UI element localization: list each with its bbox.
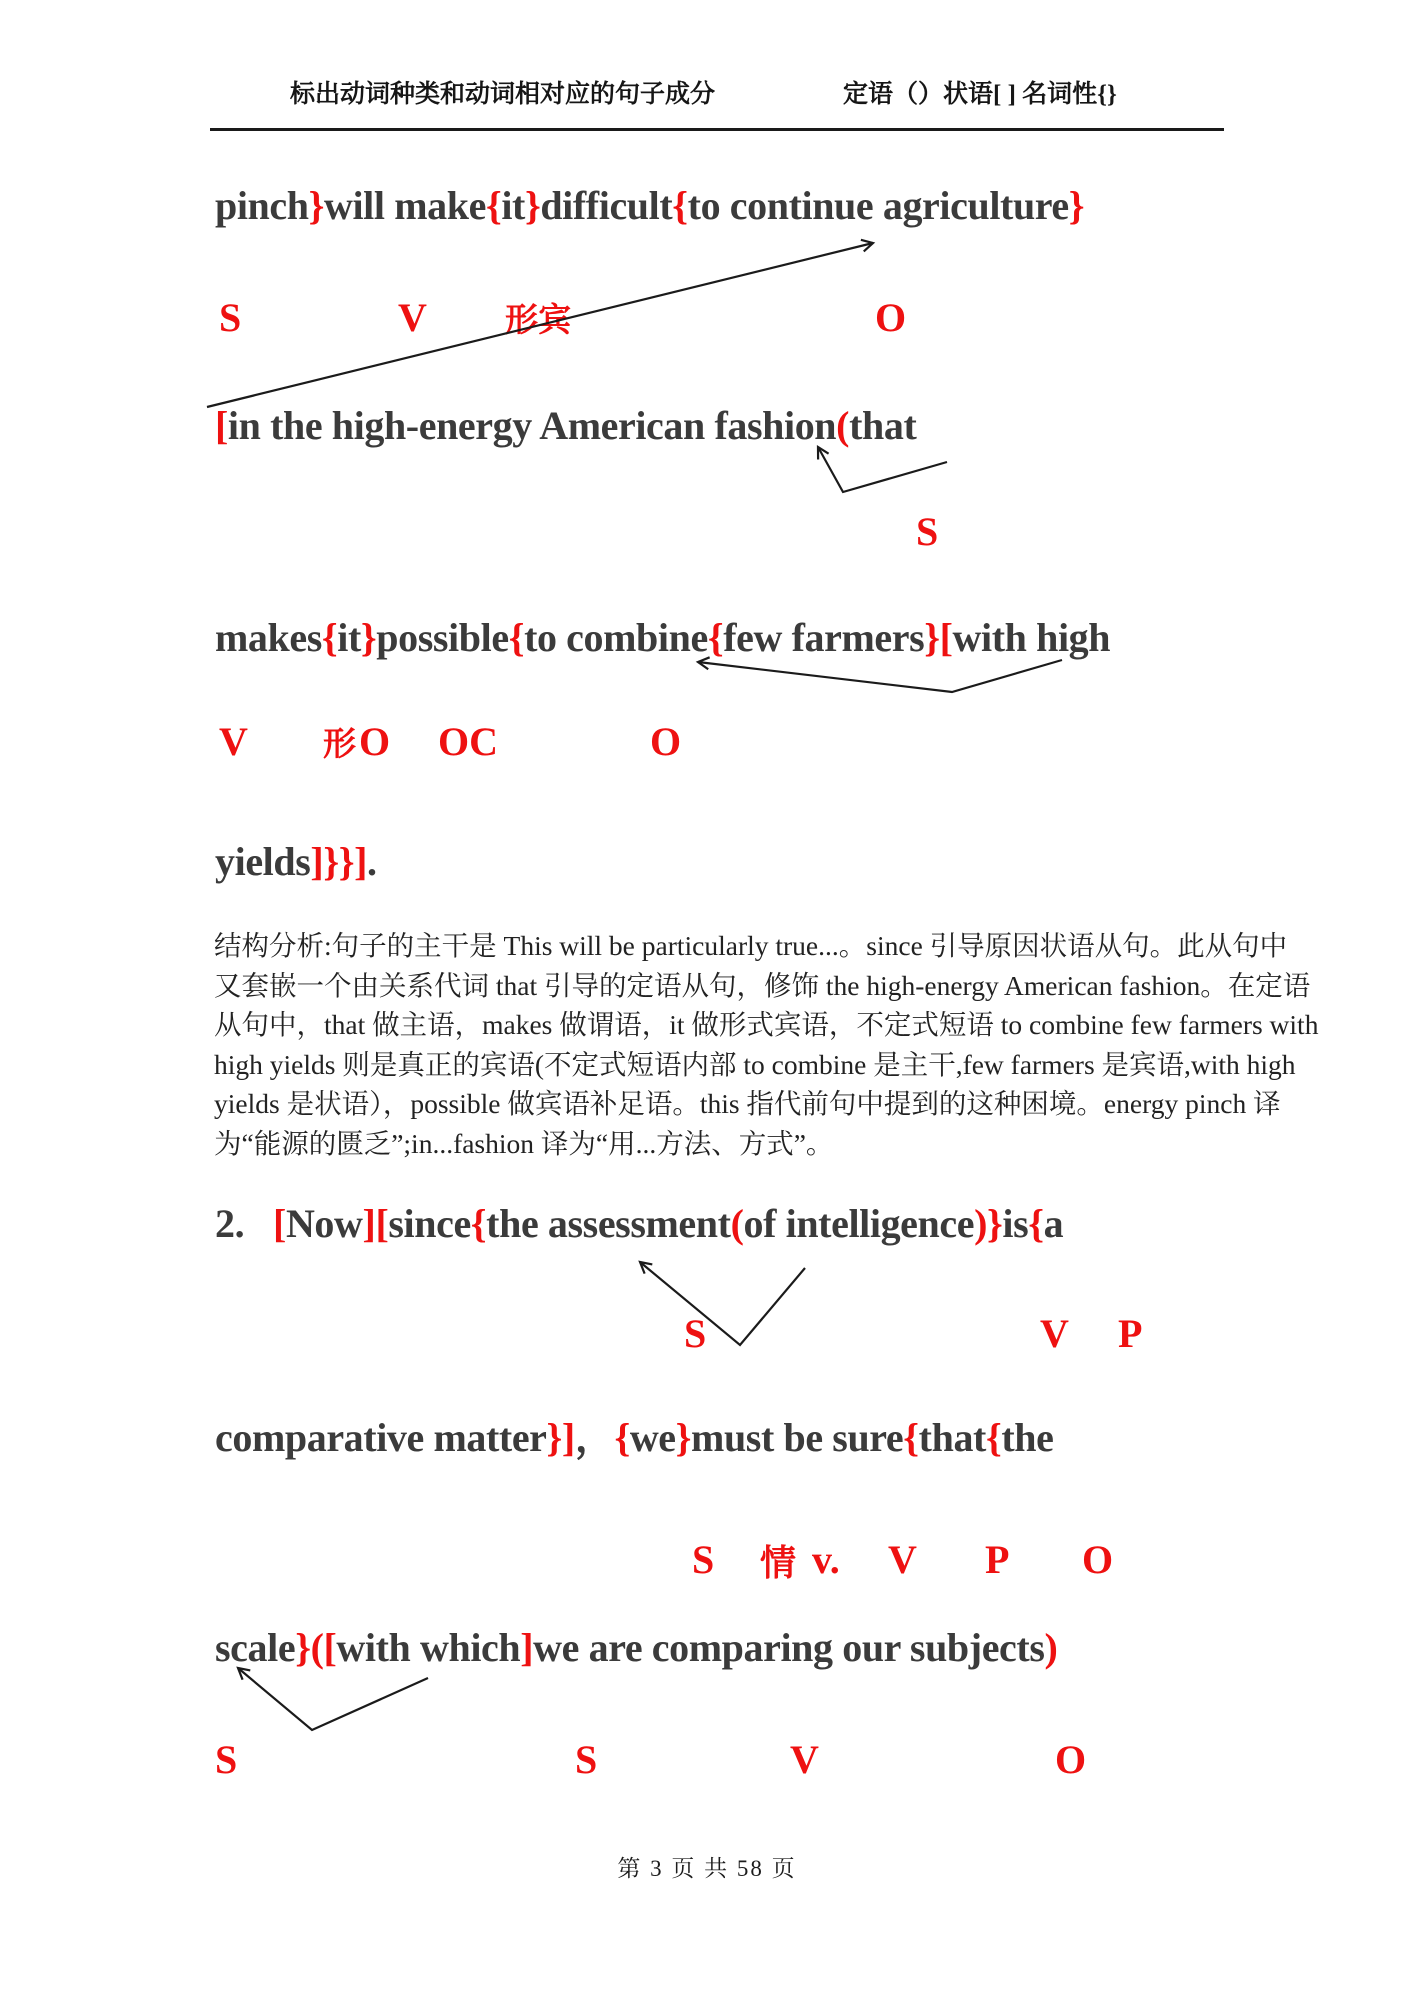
bracket-mark: [ xyxy=(939,615,953,660)
arrow-that-subject xyxy=(818,447,947,492)
sentence-text: makes xyxy=(215,615,322,660)
sentence-text: that xyxy=(918,1415,986,1460)
labels-s-qing-v-p-o-item: v. xyxy=(812,1537,840,1582)
bracket-mark: ] xyxy=(561,1415,575,1460)
sentence-text: yields xyxy=(215,839,311,884)
bracket-mark: } xyxy=(524,183,541,228)
sentence-text: in the high-energy American fashion xyxy=(227,403,837,448)
labels-s-qing-v-p-o-item: V xyxy=(888,1537,917,1582)
arrow-scale-subject xyxy=(238,1668,428,1730)
sentence-pinch-will-make xyxy=(215,182,1084,229)
sentence-text: scale xyxy=(215,1625,296,1670)
sentence-text: that xyxy=(849,403,917,448)
analysis-line: 结构分析:句子的主干是 This will be particularly true...。since 引导原因状语从句。此从句中 xyxy=(214,930,1288,961)
bracket-mark: [ xyxy=(323,1625,337,1670)
bracket-mark: } xyxy=(323,839,339,884)
sentence-text: difficult xyxy=(540,183,673,228)
page-number: 第 3 页 共 58 页 xyxy=(617,1856,797,1881)
sentence-text: ， xyxy=(574,1415,615,1460)
sentence-text: the assessment xyxy=(486,1201,731,1246)
bracket-mark: ( xyxy=(836,403,850,448)
analysis-line: yields 是状语），possible 做宾语补足语。this 指代前句中提到的这种困境。energy pinch 译 xyxy=(214,1088,1281,1120)
bracket-mark: } xyxy=(924,615,940,660)
bracket-mark: { xyxy=(470,1201,487,1246)
sentence-yields xyxy=(215,838,377,885)
labels-s-s-v-o-item: O xyxy=(1055,1737,1087,1782)
analysis-line: high yields 则是真正的宾语(不定式短语内部 to combine 是主干,few farmers 是宾语,with high xyxy=(214,1048,1296,1080)
labels-svo-main-item: S xyxy=(219,295,242,340)
header-rule xyxy=(210,128,1224,131)
bracket-mark: } xyxy=(360,615,377,660)
bracket-mark: { xyxy=(1028,1201,1044,1246)
labels-v-xing-o-oc-o-item: O xyxy=(650,719,682,764)
labels-s-s-v-o-item: V xyxy=(790,1737,819,1782)
analysis-paragraph xyxy=(214,926,1319,1164)
bracket-mark: } xyxy=(308,183,324,228)
sentence-text: of intelligence xyxy=(743,1201,975,1246)
label-s-that-clause-item: S xyxy=(916,509,939,554)
labels-s-qing-v-p-o-item: S xyxy=(692,1537,715,1582)
sentence-text: with which xyxy=(336,1625,521,1670)
bracket-mark: ] xyxy=(520,1625,534,1670)
sentence-text: . xyxy=(367,839,377,884)
sentence-comparative-matter xyxy=(215,1414,1053,1461)
bracket-mark: { xyxy=(485,183,502,228)
labels-svo-main-item: 形宾 xyxy=(505,303,571,339)
arrow-assessment-subject xyxy=(640,1262,805,1345)
labels-s-qing-v-p-o-item: P xyxy=(985,1537,1010,1582)
labels-svo-main-item: O xyxy=(875,295,907,340)
sentence-text: 2. xyxy=(215,1201,274,1246)
labels-s-v-p-item: S xyxy=(684,1311,707,1356)
bracket-mark: { xyxy=(321,615,338,660)
labels-svo-main-item: V xyxy=(398,295,427,340)
labels-v-xing-o-oc-o-item: OC xyxy=(438,719,498,764)
header-right-legend: 定语（）状语[ ] 名词性{} xyxy=(843,81,1117,108)
bracket-mark: { xyxy=(985,1415,1002,1460)
bracket-mark: ( xyxy=(310,1625,324,1670)
sentence-text: pinch xyxy=(215,183,309,228)
bracket-mark: ) xyxy=(1044,1625,1058,1670)
bracket-mark: ] xyxy=(354,839,367,884)
bracket-mark: { xyxy=(707,615,724,660)
labels-s-s-v-o-item: S xyxy=(575,1737,598,1782)
bracket-mark: { xyxy=(903,1415,919,1460)
bracket-mark: [ xyxy=(215,403,228,448)
sentence-text: possible xyxy=(376,615,509,660)
bracket-mark: { xyxy=(508,615,525,660)
sentence-text: will make xyxy=(323,183,486,228)
sentence-text: it xyxy=(337,615,361,660)
labels-v-xing-o-oc-o-item: V xyxy=(219,719,248,764)
bracket-mark: { xyxy=(672,183,688,228)
sentence-scale-with-which xyxy=(215,1624,1057,1671)
sentence-makes-it-possible xyxy=(215,614,1110,661)
sentence-text: must be sure xyxy=(691,1415,904,1460)
sentence-text: a xyxy=(1043,1201,1064,1246)
sentence-text: we are comparing our subjects xyxy=(533,1625,1045,1670)
labels-s-s-v-o-item: S xyxy=(215,1737,238,1782)
bracket-mark: ) xyxy=(974,1201,988,1246)
labels-v-xing-o-oc-o-item: 形 xyxy=(323,727,356,763)
bracket-mark: ] xyxy=(362,1201,376,1246)
sentence-text: we xyxy=(629,1415,676,1460)
sentence-text: the xyxy=(1001,1415,1054,1460)
labels-v-xing-o-oc-o-item: O xyxy=(359,719,391,764)
sentence-text: Now xyxy=(285,1201,363,1246)
sentence-text: with high xyxy=(952,615,1111,660)
bracket-mark: { xyxy=(614,1415,630,1460)
sentence-text: to combine xyxy=(524,615,708,660)
bracket-mark: ] xyxy=(310,839,324,884)
analysis-line: 从句中，that 做主语，makes 做谓语，it 做形式宾语，不定式短语 to combine few farmers with xyxy=(214,1009,1319,1041)
bracket-mark: ( xyxy=(730,1201,744,1246)
sentence-text: it xyxy=(501,183,525,228)
analysis-line: 又套嵌一个由关系代词 that 引导的定语从句，修饰 the high-energy American fashion。在定语 xyxy=(214,969,1311,1001)
labels-s-qing-v-p-o-item: 情 xyxy=(760,1543,797,1583)
sentence-text: is xyxy=(1002,1201,1029,1246)
bracket-mark: } xyxy=(295,1625,311,1670)
bracket-mark: } xyxy=(987,1201,1003,1246)
sentence-text: since xyxy=(388,1201,471,1246)
labels-s-v-p-item: V xyxy=(1040,1311,1069,1356)
arrow-combine-object xyxy=(698,660,1062,692)
bracket-mark: } xyxy=(546,1415,562,1460)
sentence-now-since-assessment xyxy=(215,1200,1063,1247)
labels-s-qing-v-p-o-item: O xyxy=(1082,1537,1114,1582)
header-left-title: 标出动词种类和动词相对应的句子成分 xyxy=(290,81,716,108)
bracket-mark: [ xyxy=(273,1201,286,1246)
sentence-in-high-energy-fashion xyxy=(215,402,916,449)
bracket-mark: [ xyxy=(375,1201,389,1246)
sentence-text: comparative matter xyxy=(215,1415,547,1460)
sentence-text: to continue agriculture xyxy=(687,183,1069,228)
labels-s-v-p-item: P xyxy=(1118,1311,1143,1356)
bracket-mark: } xyxy=(675,1415,692,1460)
bracket-mark: } xyxy=(338,839,355,884)
analysis-line: 为“能源的匮乏”;in...fashion 译为“用...方法、方式”。 xyxy=(214,1127,834,1159)
bracket-mark: } xyxy=(1068,183,1085,228)
sentence-text: few farmers xyxy=(723,615,925,660)
